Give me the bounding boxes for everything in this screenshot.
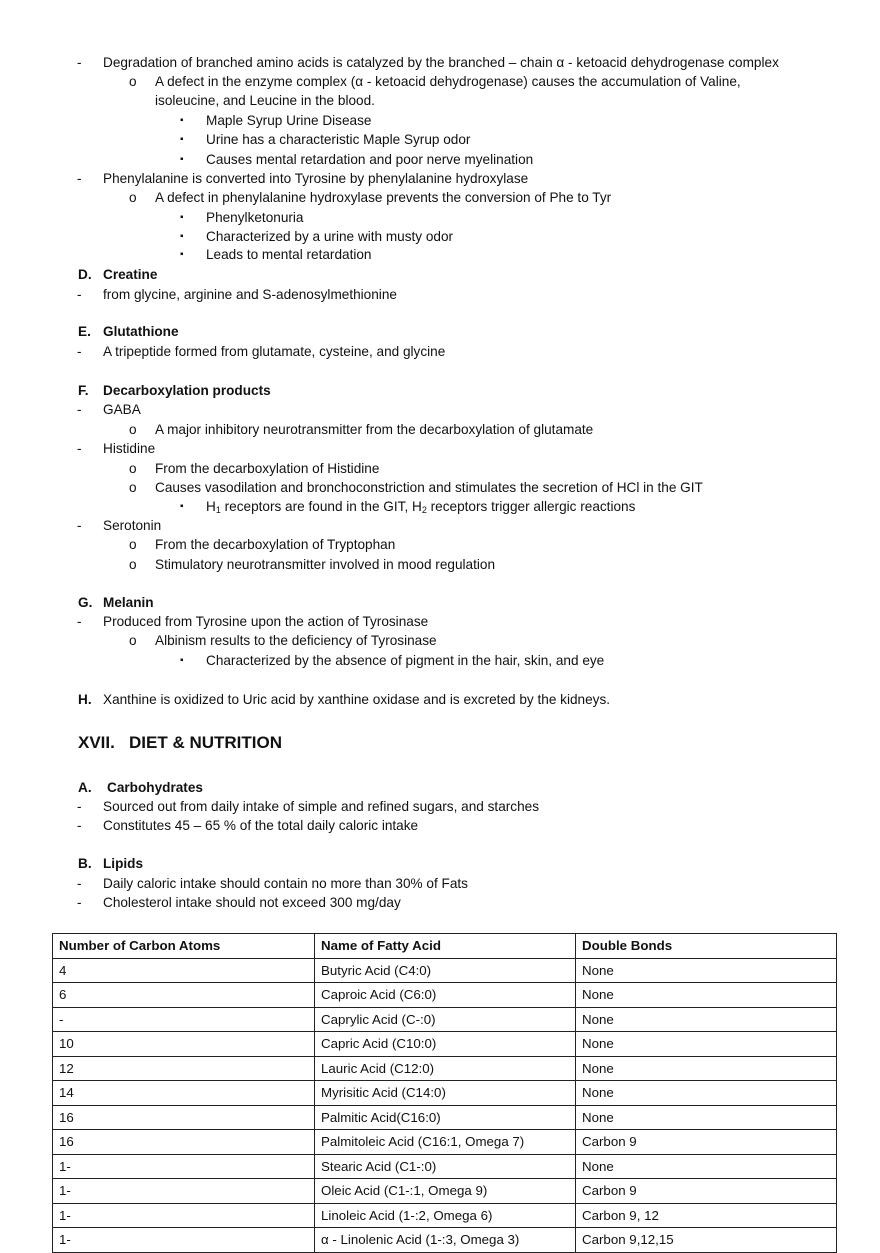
bullet-dash: - [77,614,82,629]
table-row [53,1154,837,1179]
table-row [53,1130,837,1155]
table-cell: 16 [53,1105,315,1130]
table-cell: Carbon 9 [576,1179,837,1204]
bullet-square-icon: ▪ [180,231,184,242]
table-cell: - [53,1007,315,1032]
albinism-text: Albinism results to the deficiency of Tyrosinase [155,633,437,648]
section-letter-a: A. [78,780,92,795]
table-cell: 4 [53,958,315,983]
fatty-acid-table [52,933,837,1253]
table-cell: 16 [53,1130,315,1155]
bullet-dash: - [77,518,82,533]
table-cell: Carbon 9,12,15 [576,1228,837,1253]
list-item: Maple Syrup Urine Disease [206,113,372,128]
histidine-text-1: From the decarboxylation of Histidine [155,461,380,476]
bullet-dash: - [77,799,82,814]
table-cell: Carbon 9 [576,1130,837,1155]
table-row [53,1105,837,1130]
list-item: Phenylketonuria [206,210,304,225]
histidine-text-2: Causes vasodilation and bronchoconstriction and stimulates the secretion of HCl in the GIT [155,480,703,495]
table-row [53,1179,837,1204]
list-item: Cholesterol intake should not exceed 300 mg/day [103,895,401,910]
section-title-melanin: Melanin [103,595,154,610]
bullet-dash: - [77,876,82,891]
table-cell: Lauric Acid (C12:0) [315,1056,576,1081]
section-letter-d: D. [78,267,92,282]
table-cell: 10 [53,1032,315,1057]
bullet-dash: - [77,818,82,833]
list-item: Characterized by a urine with musty odor [206,229,454,244]
table-cell: Palmitic Acid(C16:0) [315,1105,576,1130]
bullet-square-icon: ▪ [180,249,184,260]
section-letter-g: G. [78,595,93,610]
table-row [53,983,837,1008]
serotonin-text-1: From the decarboxylation of Tryptophan [155,537,396,552]
bullet-circle: o [129,633,137,648]
table-cell: None [576,1081,837,1106]
creatine-text: from glycine, arginine and S-adenosylmethionine [103,287,397,302]
enzyme-defect-text-cont: isoleucine, and Leucine in the blood. [155,93,375,108]
table-cell: None [576,1032,837,1057]
table-cell: Caprylic Acid (C-:0) [315,1007,576,1032]
bullet-square-icon: ▪ [180,501,184,512]
section-letter-b: B. [78,856,92,871]
bullet-circle: o [129,461,137,476]
phenylalanine-text: Phenylalanine is converted into Tyrosine by phenylalanine hydroxylase [103,171,529,186]
table-cell: Linoleic Acid (1-:2, Omega 6) [315,1203,576,1228]
table-cell: Myrisitic Acid (C14:0) [315,1081,576,1106]
table-cell: 1- [53,1203,315,1228]
section-title-glutathione: Glutathione [103,324,179,339]
bullet-dash: - [77,344,82,359]
glutathione-text: A tripeptide formed from glutamate, cysteine, and glycine [103,344,446,359]
histidine-label: Histidine [103,441,156,456]
bullet-dash: - [77,171,82,186]
table-cell: Stearic Acid (C1-:0) [315,1154,576,1179]
bullet-square-icon: ▪ [180,212,184,223]
bullet-dash: - [77,441,82,456]
table-cell: None [576,1154,837,1179]
list-item: Constitutes 45 – 65 % of the total daily caloric intake [103,818,419,833]
bullet-dash: - [77,895,82,910]
table-row [53,1032,837,1057]
bullet-circle: o [129,422,137,437]
hydroxylase-defect-text: A defect in phenylalanine hydroxylase prevents the conversion of Phe to Tyr [155,190,612,205]
table-row [53,1081,837,1106]
table-row [53,958,837,983]
table-cell: Butyric Acid (C4:0) [315,958,576,983]
bullet-square-icon: ▪ [180,115,184,126]
section-letter-h: H. [78,692,92,707]
section-title-lipids: Lipids [103,856,144,871]
list-item: Leads to mental retardation [206,247,372,262]
serotonin-label: Serotonin [103,518,162,533]
list-item: Causes mental retardation and poor nerve myelination [206,152,534,167]
bullet-dash: - [77,287,82,302]
bullet-circle: o [129,190,137,205]
table-cell: 1- [53,1228,315,1253]
gaba-text: A major inhibitory neurotransmitter from the decarboxylation of glutamate [155,422,594,437]
bullet-dash: - [77,55,82,70]
table-cell: Palmitoleic Acid (C16:1, Omega 7) [315,1130,576,1155]
table-cell: 12 [53,1056,315,1081]
bullet-square-icon: ▪ [180,134,184,145]
section-title-creatine: Creatine [103,267,158,282]
gaba-label: GABA [103,402,141,417]
table-cell: Caproic Acid (C6:0) [315,983,576,1008]
xanthine-text: Xanthine is oxidized to Uric acid by xanthine oxidase and is excreted by the kidneys. [103,692,611,707]
table-header-row [53,934,837,959]
serotonin-text-2: Stimulatory neurotransmitter involved in mood regulation [155,557,496,572]
section-title-decarboxylation: Decarboxylation products [103,383,271,398]
bullet-circle: o [129,537,137,552]
table-cell: 1- [53,1179,315,1204]
column-header-double-bonds: Double Bonds [576,934,837,959]
bullet-square-icon: ▪ [180,154,184,165]
table-row [53,1007,837,1032]
table-cell: 14 [53,1081,315,1106]
table-cell: 1- [53,1154,315,1179]
column-header-fatty-acid: Name of Fatty Acid [315,934,576,959]
section-letter-e: E. [78,324,91,339]
table-cell: 6 [53,983,315,1008]
bullet-circle: o [129,74,137,89]
receptor-text: $H_1$ receptors are found in the GIT, $H_2$ receptors trigger allergic reactions [206,499,636,515]
column-header-carbon-atoms: Number of Carbon Atoms [53,934,315,959]
table-cell: None [576,958,837,983]
section-title-carbohydrates: Carbohydrates [107,780,203,795]
list-item: Urine has a characteristic Maple Syrup odor [206,132,471,147]
table-row [53,1203,837,1228]
enzyme-defect-text: A defect in the enzyme complex (α - ketoacid dehydrogenase) causes the accumulation of Valine, [155,74,741,89]
table-row [53,1228,837,1253]
table-cell: None [576,983,837,1008]
table-cell: None [576,1056,837,1081]
bullet-square-icon: ▪ [180,655,184,666]
list-item: Sourced out from daily intake of simple and refined sugars, and starches [103,799,539,814]
melanin-text: Produced from Tyrosine upon the action of Tyrosinase [103,614,429,629]
bullet-circle: o [129,480,137,495]
albinism-item: Characterized by the absence of pigment in the hair, skin, and eye [206,653,605,668]
table-cell: Carbon 9, 12 [576,1203,837,1228]
table-row [53,1056,837,1081]
list-item: Daily caloric intake should contain no more than 30% of Fats [103,876,468,891]
bullet-circle: o [129,557,137,572]
table-cell: None [576,1007,837,1032]
table-cell: None [576,1105,837,1130]
bcaa-degradation-text: Degradation of branched amino acids is catalyzed by the branched – chain α - ketoacid dehydrogenase complex [103,55,779,70]
table-cell: α - Linolenic Acid (1-:3, Omega 3) [315,1228,576,1253]
table-cell: Oleic Acid (C1-:1, Omega 9) [315,1179,576,1204]
table-cell: Capric Acid (C10:0) [315,1032,576,1057]
bullet-dash: - [77,402,82,417]
section-letter-f: F. [78,383,89,398]
chapter-heading: XVII. DIET & NUTRITION [78,733,283,752]
